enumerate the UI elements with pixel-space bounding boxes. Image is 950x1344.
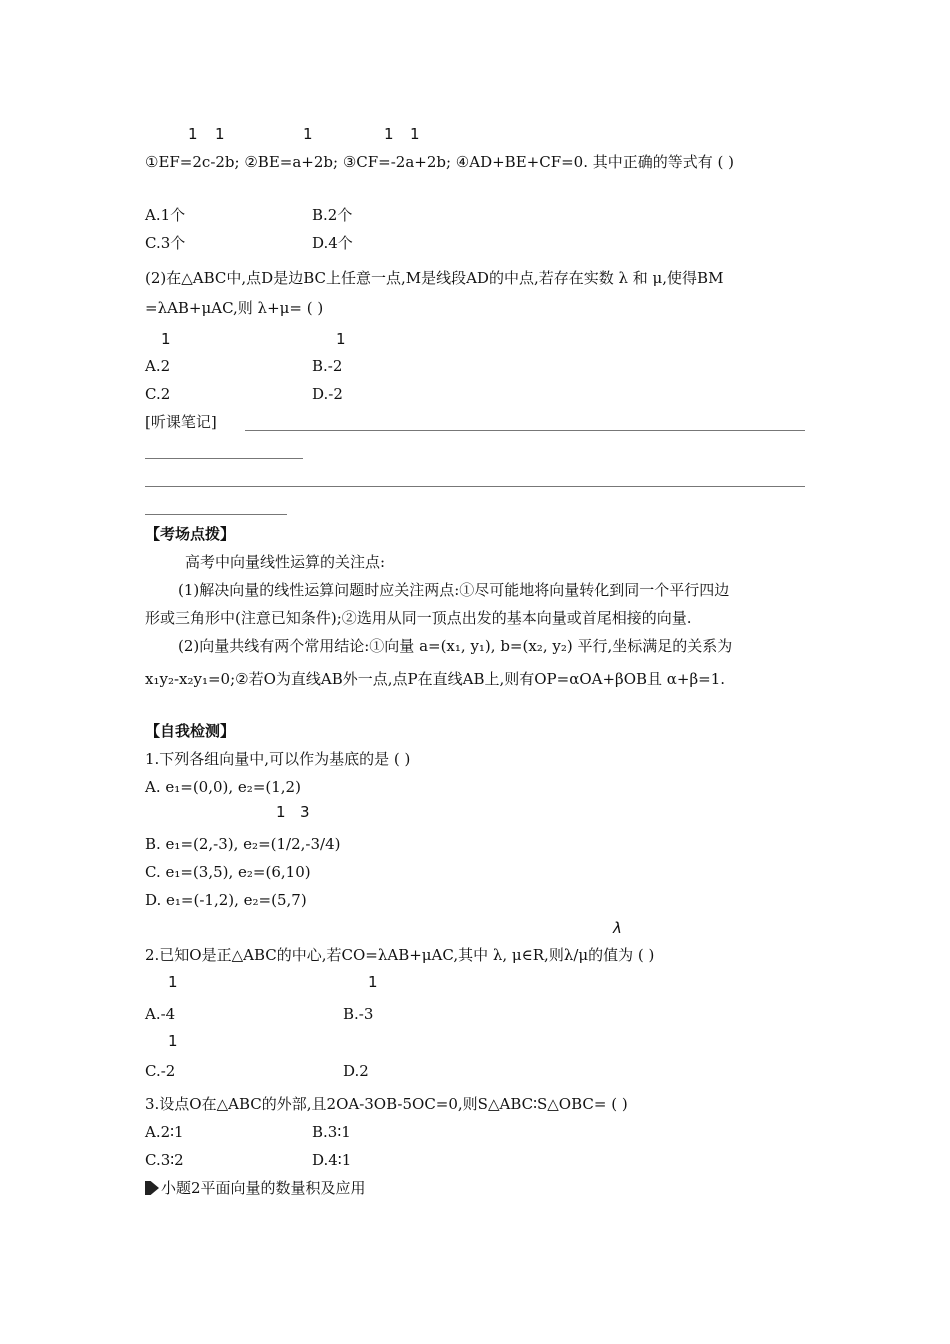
q1-option-d: D.4个 — [312, 234, 353, 252]
fraction-numerator: 1 — [161, 330, 171, 348]
check-q1-option-b: B. e₁=(2,-3), e₂=(1/2,-3/4) — [145, 835, 341, 853]
q1-option-a: A.1个 — [145, 206, 186, 224]
fraction-numerator: 1 — [168, 973, 178, 991]
check-q1-option-c: C. e₁=(3,5), e₂=(6,10) — [145, 863, 311, 881]
check-q1-stem: 1.下列各组向量中,可以作为基底的是 ( ) — [145, 750, 411, 768]
tips-p2-line1: (2)向量共线有两个常用结论:①向量 a=(x₁, y₁), b=(x₂, y₂) 平行,坐标满足的关系为 — [178, 637, 733, 655]
fraction-numerator: 1 — [336, 330, 346, 348]
q1-option-c: C.3个 — [145, 234, 186, 252]
q2-option-d: D.-2 — [312, 385, 343, 403]
check-q3-option-b: B.3∶1 — [312, 1123, 351, 1141]
check-q2-option-d: D.2 — [343, 1062, 369, 1080]
tips-p1-line2: 形或三角形中(注意已知条件);②选用从同一顶点出发的基本向量或首尾相接的向量. — [145, 609, 692, 627]
notes-rule — [145, 486, 805, 487]
fraction-numerator: 1 — [368, 973, 378, 991]
section-title-text: 小题2平面向量的数量积及应用 — [161, 1179, 366, 1197]
check-q1-option-d: D. e₁=(-1,2), e₂=(5,7) — [145, 891, 307, 909]
q2-stem-line2: =λAB+μAC,则 λ+μ= ( ) — [145, 299, 324, 317]
fraction-numerator: 1 — [303, 125, 313, 143]
fraction-numerator: 1 — [384, 125, 394, 143]
check-q3-option-d: D.4∶1 — [312, 1151, 352, 1169]
fraction-numerator: 1 — [188, 125, 198, 143]
fraction-numerator: 1 — [276, 803, 286, 821]
q2-stem-line1: (2)在△ABC中,点D是边BC上任意一点,M是线段AD的中点,若存在实数 λ 和 μ,使得BM — [145, 269, 724, 287]
check-q2-option-a: A.-4 — [145, 1005, 176, 1023]
check-heading: 【自我检测】 — [145, 722, 236, 740]
q2-option-a: A.2 — [145, 357, 171, 375]
check-q2-option-b: B.-3 — [343, 1005, 374, 1023]
check-q2-option-c: C.-2 — [145, 1062, 176, 1080]
check-q3-option-c: C.3∶2 — [145, 1151, 184, 1169]
fraction-numerator: 1 — [410, 125, 420, 143]
lambda-numerator: λ — [613, 919, 622, 937]
q1-equation-text: ①EF=2c-2b; ②BE=a+2b; ③CF=-2a+2b; ④AD+BE+CF=0. 其中正确的等式有 ( ) — [145, 153, 734, 171]
tips-p2-line2: x₁y₂-x₂y₁=0;②若O为直线AB外一点,点P在直线AB上,则有OP=αOA+βOB且 α+β=1. — [145, 670, 726, 688]
section-title — [145, 1179, 366, 1197]
tips-heading: 【考场点拨】 — [145, 525, 236, 543]
q2-option-b: B.-2 — [312, 357, 343, 375]
notes-label: [听课笔记] — [145, 413, 217, 431]
fraction-numerator: 1 — [215, 125, 225, 143]
tips-intro: 高考中向量线性运算的关注点: — [185, 553, 386, 571]
check-q3-option-a: A.2∶1 — [145, 1123, 184, 1141]
q2-option-c: C.2 — [145, 385, 171, 403]
section-marker-icon — [145, 1181, 159, 1195]
fraction-numerator: 3 — [300, 803, 310, 821]
notes-rule — [245, 430, 805, 431]
q1-option-b: B.2个 — [312, 206, 353, 224]
check-q1-option-a: A. e₁=(0,0), e₂=(1,2) — [145, 778, 301, 796]
check-q3-stem: 3.设点O在△ABC的外部,且2OA-3OB-5OC=0,则S△ABC∶S△OBC= ( ) — [145, 1095, 628, 1113]
check-q2-stem: 2.已知O是正△ABC的中心,若CO=λAB+μAC,其中 λ, μ∈R,则λ/μ的值为 ( ) — [145, 946, 655, 964]
fraction-numerator: 1 — [168, 1032, 178, 1050]
notes-rule — [145, 514, 287, 515]
tips-p1-line1: (1)解决向量的线性运算问题时应关注两点:①尽可能地将向量转化到同一个平行四边 — [178, 581, 730, 599]
notes-rule — [145, 458, 303, 459]
